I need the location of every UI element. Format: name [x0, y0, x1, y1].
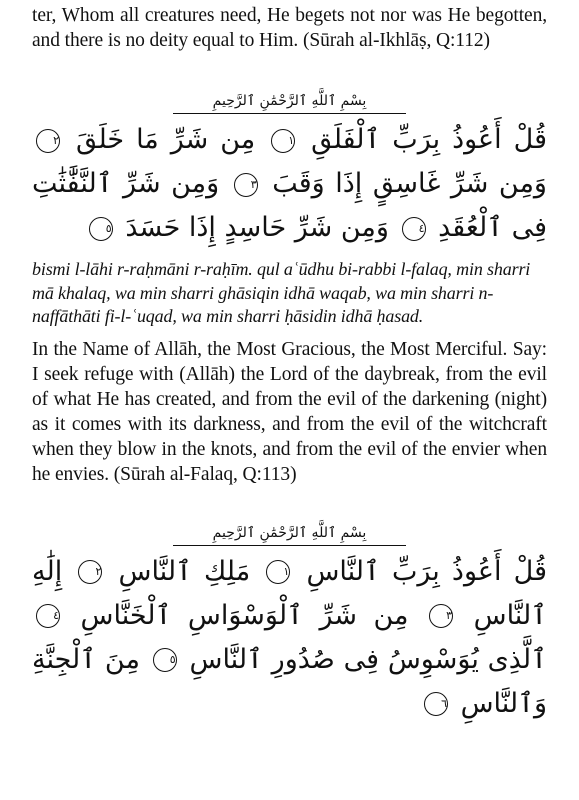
ayah-end-mark-2: ٢ [36, 129, 60, 153]
falaq-basmala [32, 91, 547, 114]
falaq-basmala-text: بِسْمِ ٱللَّهِ ٱلرَّحْمَٰنِ ٱلرَّحِيمِ [173, 91, 407, 114]
ayah-end-mark-1: ١ [271, 129, 295, 153]
ayah-end-mark-6: ٦ [424, 692, 448, 716]
ayah-end-mark-4: ٤ [36, 604, 60, 628]
nas-ayah-5: ٱلَّذِى يُوَسْوِسُ فِى صُدُورِ ٱلنَّاسِ [189, 643, 547, 675]
falaq-arabic-text [32, 118, 547, 250]
nas-ayah-6: مِنَ ٱلْجِنَّةِ وَٱلنَّاسِ [32, 643, 547, 719]
ayah-end-mark-4: ٤ [402, 217, 426, 241]
ayah-end-mark-3: ٣ [234, 173, 258, 197]
page [32, 0, 547, 726]
ayah-end-mark-5: ٥ [89, 217, 113, 241]
ayah-end-mark-3: ٣ [429, 604, 453, 628]
nas-basmala-text: بِسْمِ ٱللَّهِ ٱلرَّحْمَٰنِ ٱلرَّحِيمِ [173, 523, 407, 546]
falaq-ayah-3: وَمِن شَرِّ غَاسِقٍ إِذَا وَقَبَ [272, 168, 547, 199]
nas-ayah-3: إِلَٰهِ ٱلنَّاسِ [32, 555, 548, 631]
ayah-end-mark-1: ١ [266, 560, 290, 584]
ayah-end-mark-2: ٢ [78, 560, 102, 584]
falaq-ayah-5: وَمِن شَرِّ حَاسِدٍ إِذَا حَسَدَ [125, 212, 389, 243]
falaq-ayah-1: قُلْ أَعُوذُ بِرَبِّ ٱلْفَلَقِ [311, 124, 547, 155]
nas-arabic-text [32, 550, 547, 726]
nas-ayah-4: مِن شَرِّ ٱلْوَسْوَاسِ ٱلْخَنَّاسِ [80, 599, 409, 631]
falaq-transliteration: bismi l-lāhi r-raḥmāni r-raḥīm. qul aʿūdhu bi-rabbi l-falaq, min sharri mā khalaq, wa min sharri ghāsiqin idhā waqab, wa min sharri n-naffāthāti fi-l-ʿuqad, wa min sharri ḥāsidin idhā ḥasad. [32, 259, 531, 326]
falaq-ayah-2: مِن شَرِّ مَا خَلَقَ [75, 124, 256, 155]
ikhlas-english-end: ter, Whom all creatures need, He begets not nor was He begotten, and there is no deity equal to Him. (Sūrah al-Ikhlāṣ, Q:112) [32, 5, 547, 51]
nas-basmala [32, 523, 547, 546]
nas-ayah-1: قُلْ أَعُوذُ بِرَبِّ ٱلنَّاسِ [306, 555, 547, 587]
nas-ayah-2: مَلِكِ ٱلنَّاسِ [118, 555, 251, 587]
ayah-end-mark-5: ٥ [153, 648, 177, 672]
falaq-english-translation: In the Name of Allāh, the Most Gracious, the Most Merciful. Say: I seek refuge with (Allāh) the Lord of the daybreak, from the evil of what He has created, and from the evil of the darkening (night) as it comes with its darkness, and from the evil of the witchcraft when they blow in the knots, and from the evil of the envier when he envies. (Sūrah al-Falaq, Q:113) [32, 338, 547, 485]
falaq-ayah-4: وَمِن شَرِّ ٱلنَّفَّٰثَٰتِ فِى ٱلْعُقَدِ [32, 168, 547, 243]
